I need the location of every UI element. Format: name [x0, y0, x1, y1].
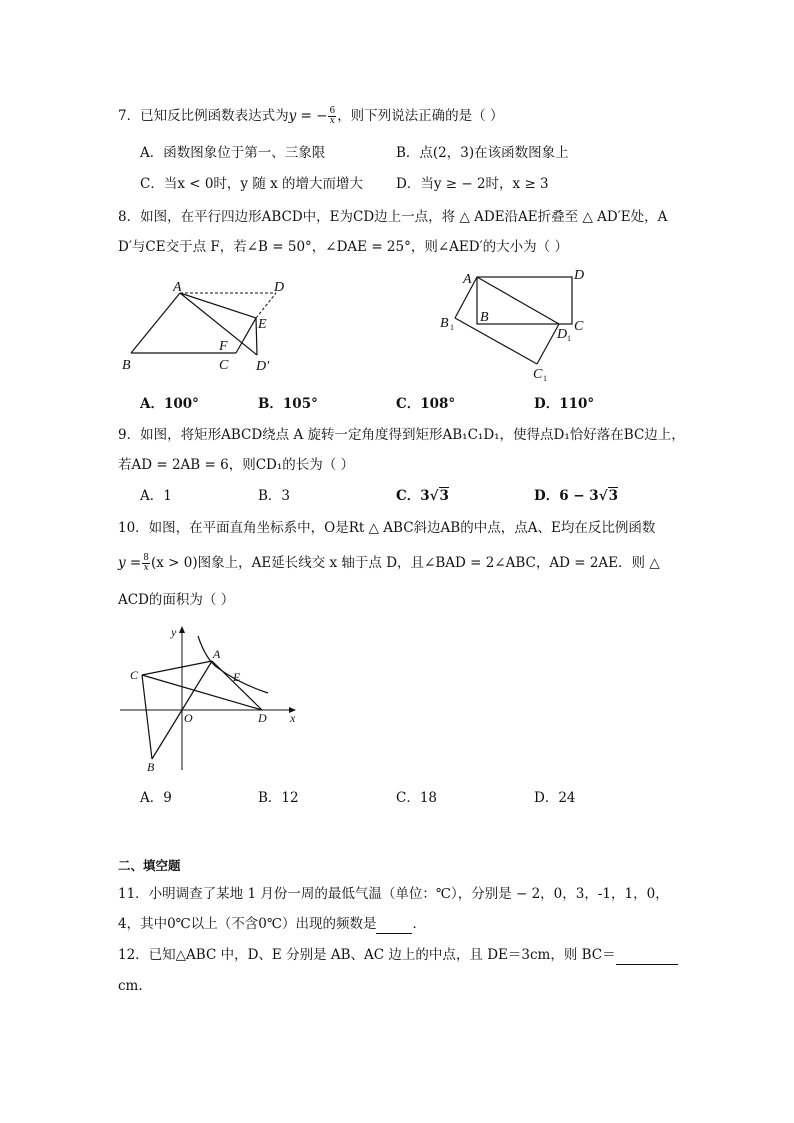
q8-segment-ed-dashed: [256, 293, 276, 318]
q9-option-d-radicand: 3: [608, 488, 618, 504]
q8-label-e: E: [258, 317, 267, 332]
q9-line-1: 9．如图，将矩形ABCD绕点 A 旋转一定角度得到矩形AB₁C₁D₁，使得点D₁恰好落在BC边上，: [118, 427, 685, 443]
q10-option-c: C．18: [396, 790, 438, 806]
q10-label-x: x: [290, 711, 296, 725]
q7-option-b: B．点(2，3)在该函数图象上: [396, 145, 569, 161]
q11-answer-blank[interactable]: [376, 917, 412, 934]
q10-label-e: E: [233, 670, 241, 684]
q10-hyperbola: [198, 636, 268, 693]
q8-line-1: 8．如图，在平行四边形ABCD中，E为CD边上一点，将 △ ADE沿AE折叠至 △ AD′E处，A: [118, 209, 668, 225]
q9-option-c-pre: C．3: [396, 488, 430, 504]
q7-fraction: [328, 107, 336, 126]
q7-frac-den: x: [329, 116, 335, 126]
q10-label-y: y: [171, 625, 177, 639]
q12-line-1: [118, 945, 678, 965]
q7-frac-num: 6: [329, 106, 336, 116]
q10-label-o: O: [184, 711, 193, 725]
q8-segment-ed-prime: [256, 318, 257, 355]
q9-label-d1: D: [557, 327, 568, 342]
q9-label-b1: B: [440, 316, 449, 331]
q8-label-d-prime: D′: [256, 359, 270, 374]
q8-segment-ce: [236, 318, 256, 353]
q11-line-2-text: 4，其中0℃以上（不含0℃）出现的频数是: [118, 916, 377, 932]
q7-stem-a: 7．已知反比例函数表达式为: [118, 108, 289, 124]
q10-option-d: D．24: [534, 790, 576, 806]
q8-option-d: D．110°: [534, 396, 595, 412]
q8-option-b: B．105°: [258, 396, 318, 412]
q9-option-c-radicand: 3: [439, 488, 449, 504]
q12-line-1-text: 12．已知△ABC 中，D、E 分别是 AB、AC 边上的中点，且 DE＝3cm，则 BC＝: [118, 947, 616, 963]
q10-fraction: [142, 554, 150, 573]
q10-frac-den: x: [143, 563, 149, 573]
q9-label-c1: C: [533, 367, 543, 382]
q8-label-d: D: [274, 280, 285, 295]
q9-line-2: 若AD = 2AB = 6，则CD₁的长为（ ）: [118, 457, 355, 473]
q10-line-3: ACD的面积为（ ）: [118, 592, 235, 608]
q9-label-d: D: [574, 268, 585, 283]
q12-line-2: cm.: [118, 978, 143, 994]
q9-option-c: C．3√3: [396, 488, 449, 504]
q10-frac-num: 8: [143, 553, 149, 563]
q9-option-b: B．3: [258, 488, 291, 504]
q8-segment-ab: [131, 293, 180, 353]
q8-label-c: C: [219, 358, 229, 373]
q10-label-c: C: [130, 668, 139, 682]
q9-label-b: B: [480, 310, 489, 325]
q8-segment-ae: [180, 293, 256, 318]
q10-label-b: B: [147, 760, 155, 774]
q9-label-d1-sub: 1: [567, 334, 571, 343]
q10-segment-ca: [142, 661, 212, 675]
q9-option-d: D．6 − 3√3: [534, 488, 618, 504]
q8-label-a: A: [173, 280, 182, 295]
q7-option-d: D．当y ≥ − 2时，x ≥ 3: [396, 176, 549, 192]
q9-label-a: A: [463, 272, 472, 287]
q10-label-a: A: [213, 647, 221, 661]
q9-label-b1-sub: 1: [450, 323, 454, 332]
q10-figure: [118, 622, 304, 774]
q8-option-a: A．100°: [140, 396, 199, 412]
q9-segment-b1c1: [455, 318, 537, 364]
q8-figure: [115, 272, 295, 378]
q7-option-c: C．当x < 0时，y 随 x 的增大而增大: [140, 176, 364, 192]
q10-option-b: B．12: [258, 790, 299, 806]
q7-option-a: A．函数图象位于第一、三象限: [140, 145, 326, 161]
q10-line-1: 10．如图，在平面直角坐标系中，O是Rt △ ABC斜边AB的中点，点A、E均在反比例函数: [118, 520, 656, 536]
q10-label-d: D: [258, 711, 267, 725]
q9-option-d-pre: D．6 − 3: [534, 488, 599, 504]
q9-figure: [436, 264, 590, 384]
q9-rect-abcd: [477, 277, 572, 324]
q9-segment-ad1: [477, 277, 559, 324]
q11-line-1: 11．小明调查了某地 1 月份一周的最低气温（单位：℃），分别是 − 2，0，3，-1，1，0，: [118, 886, 669, 902]
q9-label-c1-sub: 1: [543, 374, 547, 383]
q10-y-axis-arrow: [179, 626, 185, 633]
q10-line-2-rest: (x > 0)图象上，AE延长线交 x 轴于点 D，且∠BAD = 2∠ABC，AD = 2AE．则 △: [150, 555, 660, 571]
section-2-title: 二、填空题: [118, 858, 181, 873]
q10-func-lhs: y =: [118, 555, 142, 571]
q7-func-eq: = −: [296, 108, 328, 124]
q7-func-lhs: y: [288, 108, 297, 124]
q7-stem-b: ，则下列说法正确的是（ ）: [337, 108, 504, 124]
q11-line-2: [118, 914, 426, 934]
q8-label-b: B: [122, 358, 131, 373]
q9-segment-c1d1: [537, 324, 559, 364]
q10-segment-cb: [142, 675, 152, 759]
q9-option-a: A．1: [140, 488, 172, 504]
q8-label-f: F: [219, 339, 228, 354]
q10-line-2: [118, 553, 660, 573]
q11-line-2-end: ．: [412, 916, 426, 932]
q10-option-a: A．9: [140, 790, 172, 806]
q12-answer-blank[interactable]: [616, 948, 678, 965]
q9-label-c: C: [574, 319, 584, 334]
q8-option-c: C．108°: [396, 396, 456, 412]
q8-line-2: D′与CE交于点 F，若∠B = 50°，∠DAE = 25°，则∠AED′的大小为（ ）: [118, 239, 568, 255]
q7-stem: [118, 106, 503, 126]
